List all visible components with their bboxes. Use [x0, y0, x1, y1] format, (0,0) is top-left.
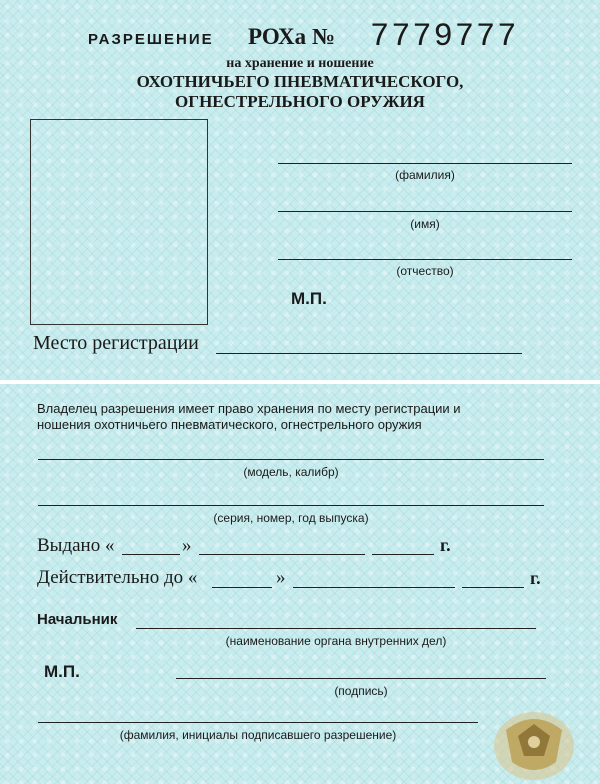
valid-close-quote: » — [276, 567, 286, 588]
header-word: РАЗРЕШЕНИЕ — [88, 31, 214, 48]
surname-line — [278, 163, 572, 164]
caption-signature: (подпись) — [334, 684, 388, 698]
back-stamp-mark: М.П. — [44, 662, 80, 681]
header-row — [88, 18, 548, 60]
seal-emblem-icon — [486, 700, 582, 784]
serial-line — [38, 505, 544, 506]
issued-label: Выдано « — [37, 535, 115, 556]
chief-line — [136, 628, 536, 629]
caption-serial: (серия, номер, год выпуска) — [213, 511, 369, 525]
valid-year-suffix: г. — [530, 568, 541, 588]
caption-patronymic: (отчество) — [396, 264, 454, 278]
signature-line — [176, 678, 546, 679]
registration-line — [216, 353, 522, 354]
valid-year-line — [462, 587, 524, 588]
registration-label: Место регистрации — [33, 332, 199, 354]
patronymic-line — [278, 259, 572, 260]
stamp-mark: М.П. — [291, 289, 327, 308]
caption-surname: (фамилия) — [395, 168, 455, 182]
owner-text-line-1: Владелец разрешения имеет право хранения по месту регистрации и — [37, 401, 461, 416]
issued-year-line — [372, 554, 434, 555]
signer-line — [38, 722, 478, 723]
permit-front — [0, 0, 600, 380]
title-line-2: ОГНЕСТРЕЛЬНОГО ОРУЖИЯ — [175, 92, 425, 111]
issued-close-quote: » — [182, 535, 192, 556]
subtitle: на хранение и ношение — [226, 56, 374, 71]
valid-label: Действительно до « — [37, 567, 198, 588]
chief-label: Начальник — [37, 611, 118, 628]
photo-box — [30, 119, 208, 325]
caption-name: (имя) — [410, 217, 440, 231]
title-line-1: ОХОТНИЧЬЕГО ПНЕВМАТИЧЕСКОГО, — [136, 72, 464, 91]
issued-year-suffix: г. — [440, 535, 451, 555]
caption-signer: (фамилия, инициалы подписавшего разрешение) — [119, 728, 397, 742]
valid-month-line — [293, 587, 455, 588]
issued-day-line — [122, 554, 180, 555]
owner-text-line-2: ношения охотничьего пневматического, огнестрельного оружия — [37, 417, 422, 432]
valid-day-line — [212, 587, 272, 588]
issued-month-line — [199, 554, 365, 555]
caption-model: (модель, калибр) — [243, 465, 339, 479]
name-line — [278, 211, 572, 212]
permit-back — [0, 384, 600, 784]
caption-authority: (наименование органа внутренних дел) — [225, 634, 447, 648]
series-label: РОХа № — [248, 24, 335, 49]
permit-number: 7779777 — [370, 18, 519, 55]
model-line — [38, 459, 544, 460]
